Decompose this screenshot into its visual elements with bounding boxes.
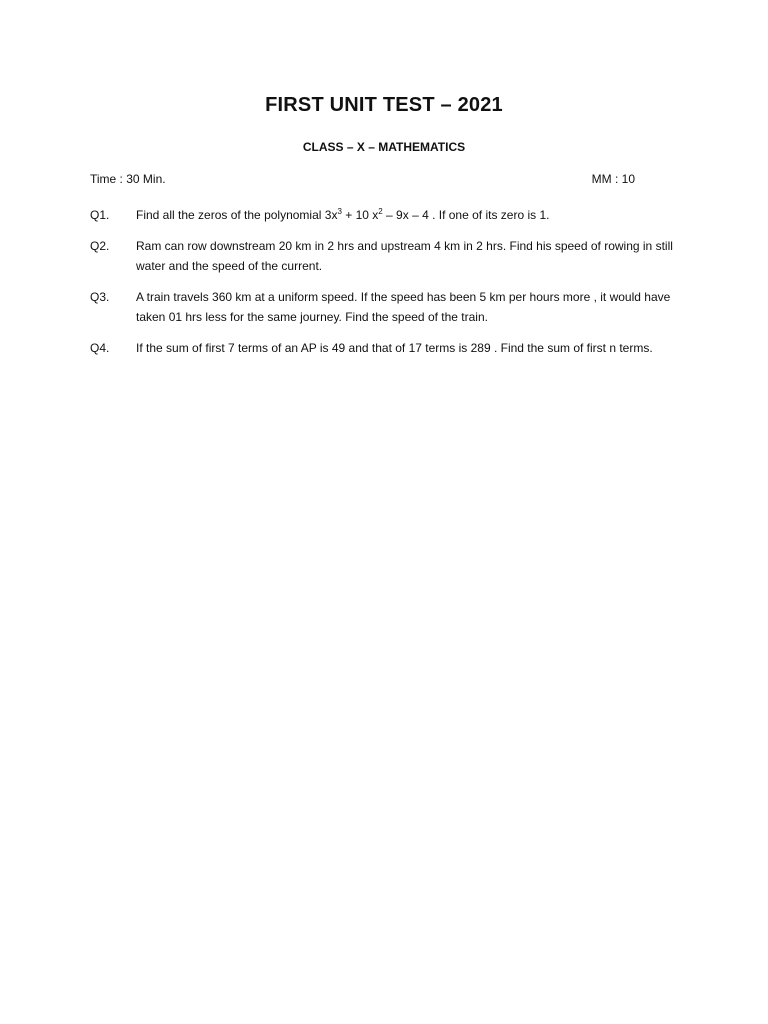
- question-text: [136, 205, 684, 225]
- question-item-4: [90, 338, 690, 358]
- question-number: Q3.: [90, 290, 110, 304]
- test-meta-row: [90, 172, 635, 186]
- question-text-part: – 9x – 4 . If one of its zero is 1.: [382, 208, 550, 222]
- question-item-2: [90, 236, 690, 276]
- time-label: Time : 30 Min.: [90, 172, 166, 186]
- question-text: Ram can row downstream 20 km in 2 hrs and upstream 4 km in 2 hrs. Find his speed of rowing in still water and the speed of the current.: [136, 239, 673, 273]
- exponent: 2: [378, 207, 383, 216]
- question-item-3: [90, 287, 690, 327]
- question-text-part: + 10 x: [341, 208, 379, 222]
- question-number: Q1.: [90, 208, 110, 222]
- max-marks-label: MM : 10: [591, 172, 635, 186]
- page-title: FIRST UNIT TEST – 2021: [265, 94, 503, 116]
- question-text: If the sum of first 7 terms of an AP is 49 and that of 17 terms is 289 . Find the sum of first n terms.: [136, 341, 653, 355]
- class-subject-heading: CLASS – X – MATHEMATICS: [302, 140, 466, 154]
- question-text-part: Find all the zeros of the polynomial 3x: [136, 208, 338, 222]
- question-item-1: [90, 205, 690, 225]
- question-number: Q4.: [90, 341, 110, 355]
- question-text: A train travels 360 km at a uniform speed. If the speed has been 5 km per hours more , it would have taken 01 hrs less for the same journey. Find the speed of the train.: [136, 290, 671, 324]
- exponent: 3: [337, 207, 342, 216]
- question-list: [90, 205, 690, 369]
- question-number: Q2.: [90, 239, 110, 253]
